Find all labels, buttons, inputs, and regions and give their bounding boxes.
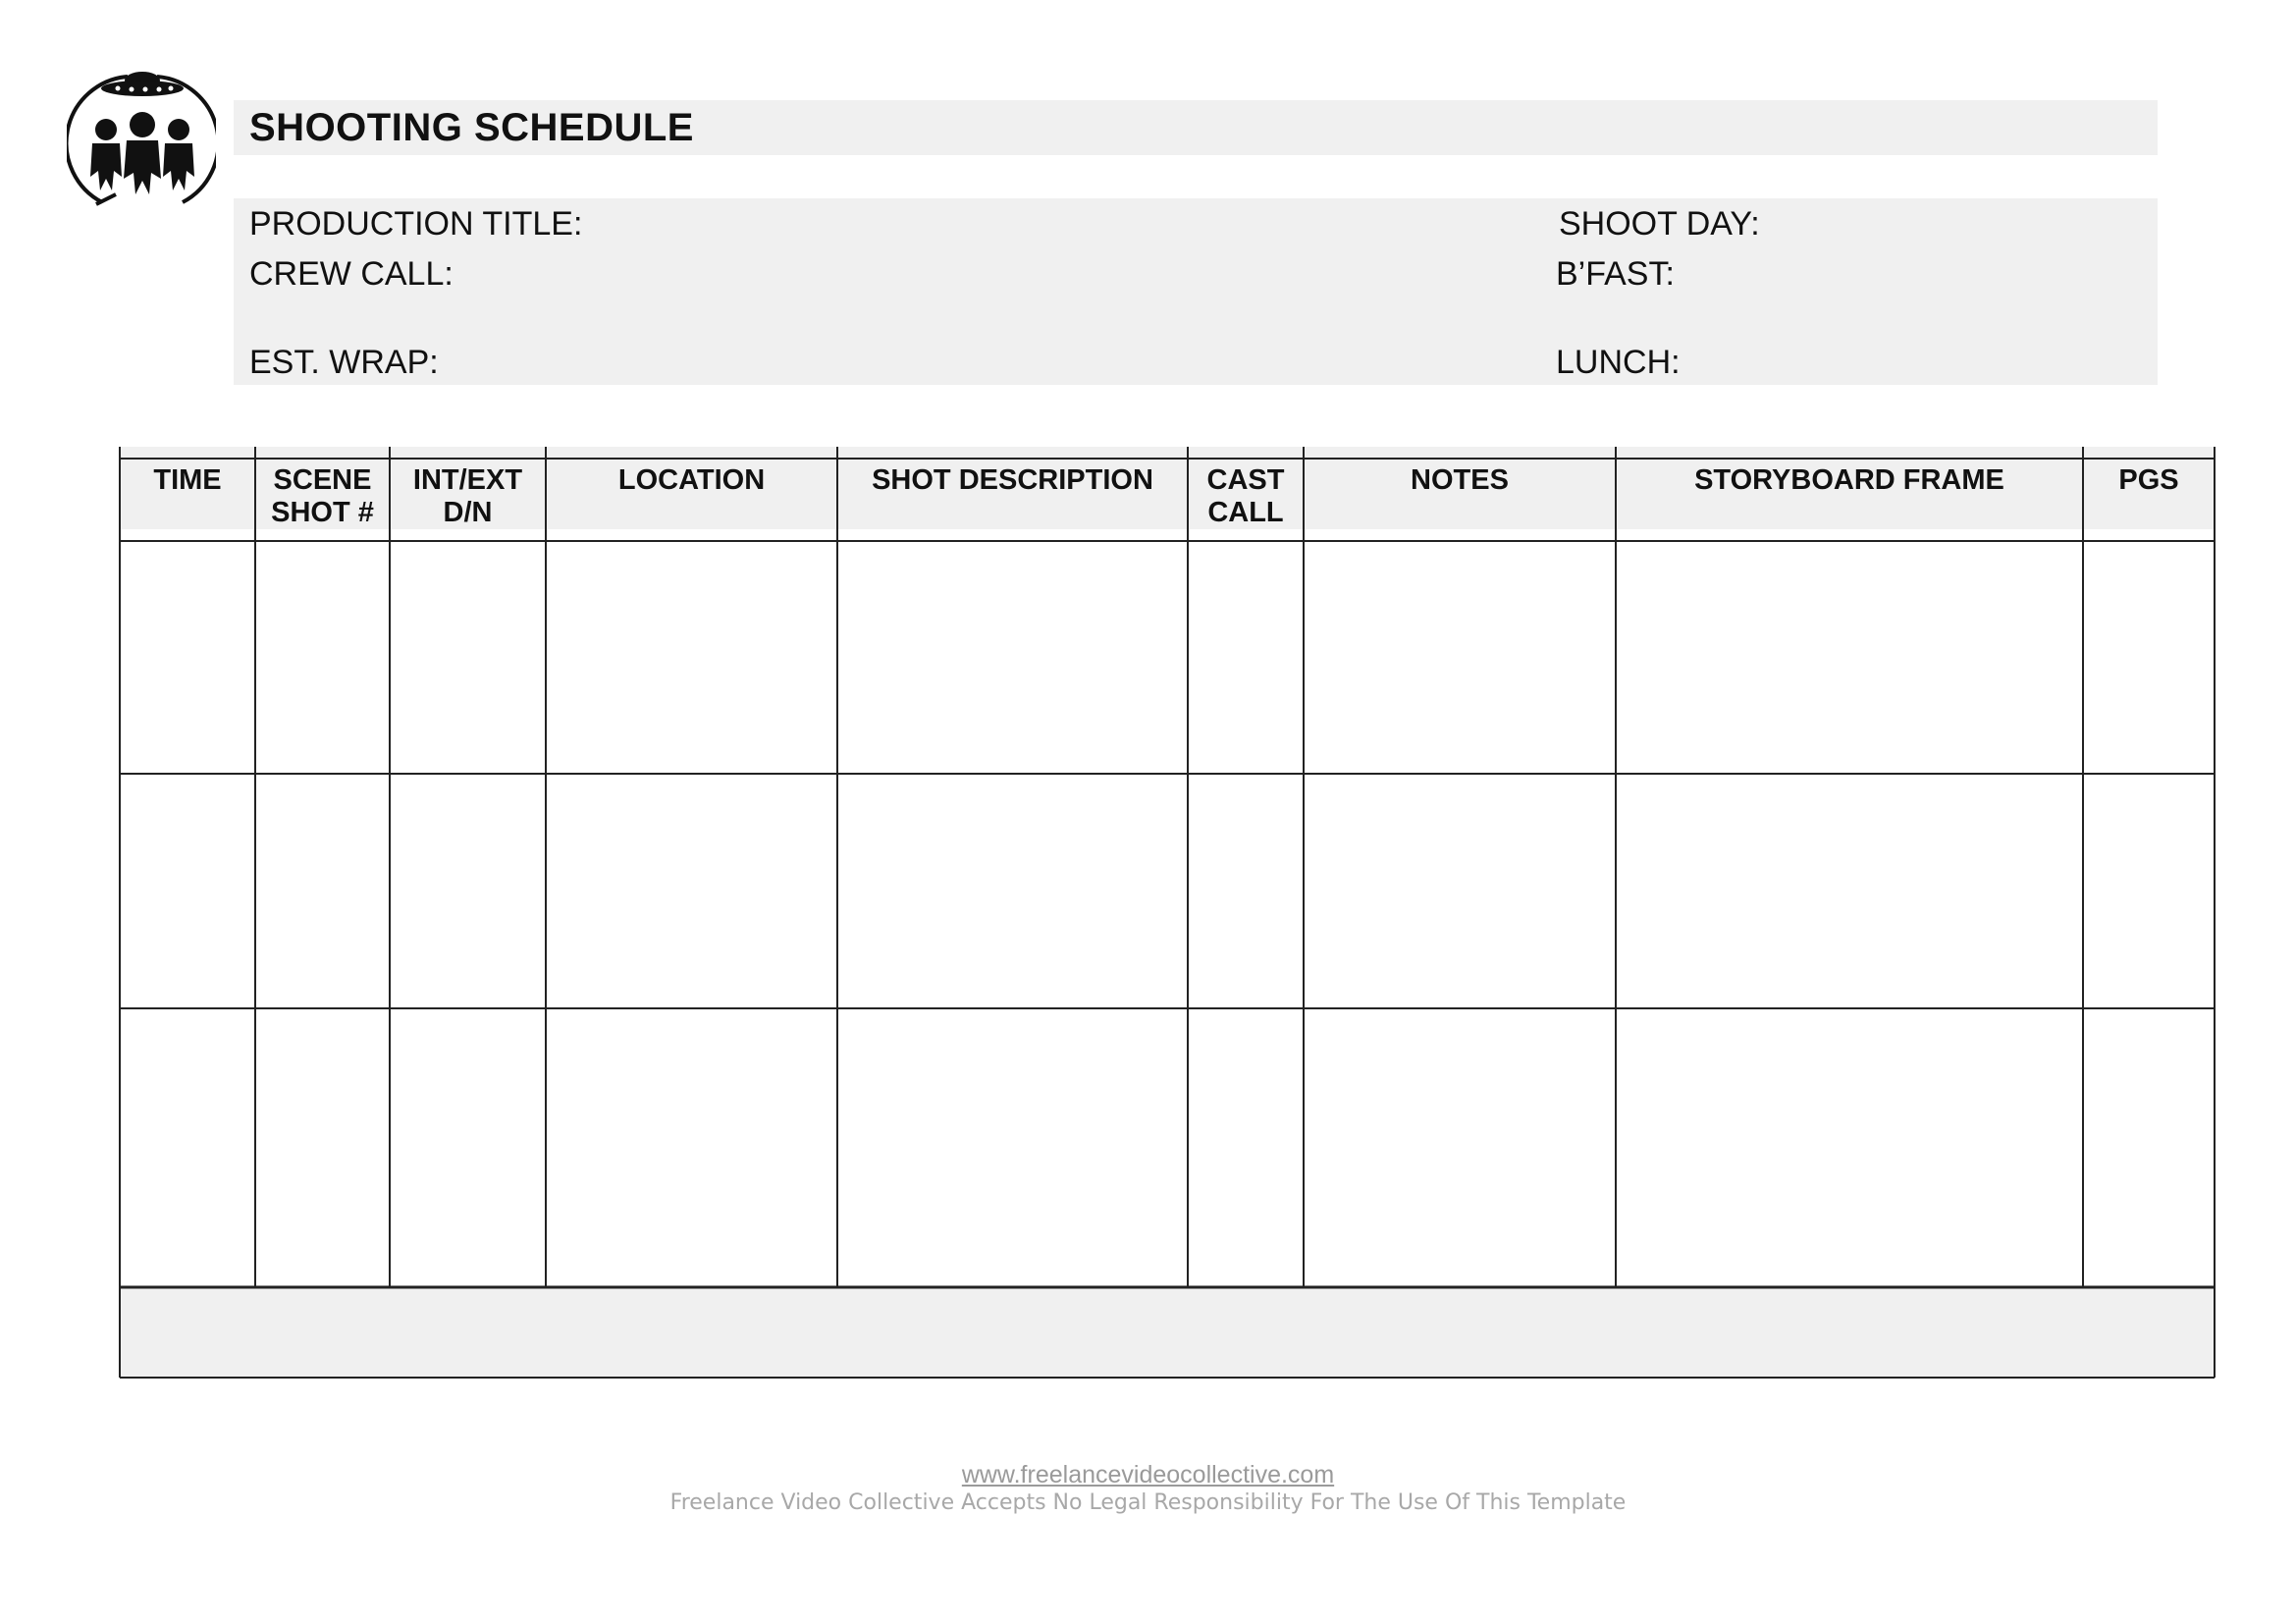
production-info-block [234,198,2158,385]
production-title-label: PRODUCTION TITLE: [249,205,583,243]
column-header-location: LOCATION [617,464,766,496]
ufo-aliens-logo-icon [67,69,216,214]
est-wrap-label: EST. WRAP: [249,344,439,381]
table-row [120,542,2215,774]
shoot-day-label: SHOOT DAY: [1559,205,1760,243]
lunch-label: LUNCH: [1556,344,1681,381]
company-logo [67,69,216,214]
schedule-table [118,447,2216,1380]
crew-call-label: CREW CALL: [249,255,454,293]
disclaimer-text: Freelance Video Collective Accepts No Legal Responsibility For The Use Of This Template [669,1490,1627,1515]
column-header-scene-shot: SCENE SHOT # [271,464,374,528]
column-header-storyboard-frame: STORYBOARD FRAME [1694,464,2004,496]
column-header-shot-description: SHOT DESCRIPTION [872,464,1153,496]
breakfast-label: B’FAST: [1556,255,1675,293]
title-bar [234,100,2158,155]
website-link[interactable]: www.freelancevideocollective.com [961,1461,1335,1489]
table-row [120,1009,2215,1286]
page-title: SHOOTING SCHEDULE [249,106,694,149]
column-header-notes: NOTES [1411,464,1509,496]
column-header-cast-call: CAST CALL [1206,464,1285,528]
column-header-int-ext: INT/EXT D/N [412,464,523,528]
column-header-pgs: PGS [2118,464,2179,496]
table-row [120,775,2215,1008]
table-footer-row [120,1289,2215,1377]
column-header-time: TIME [153,464,222,496]
